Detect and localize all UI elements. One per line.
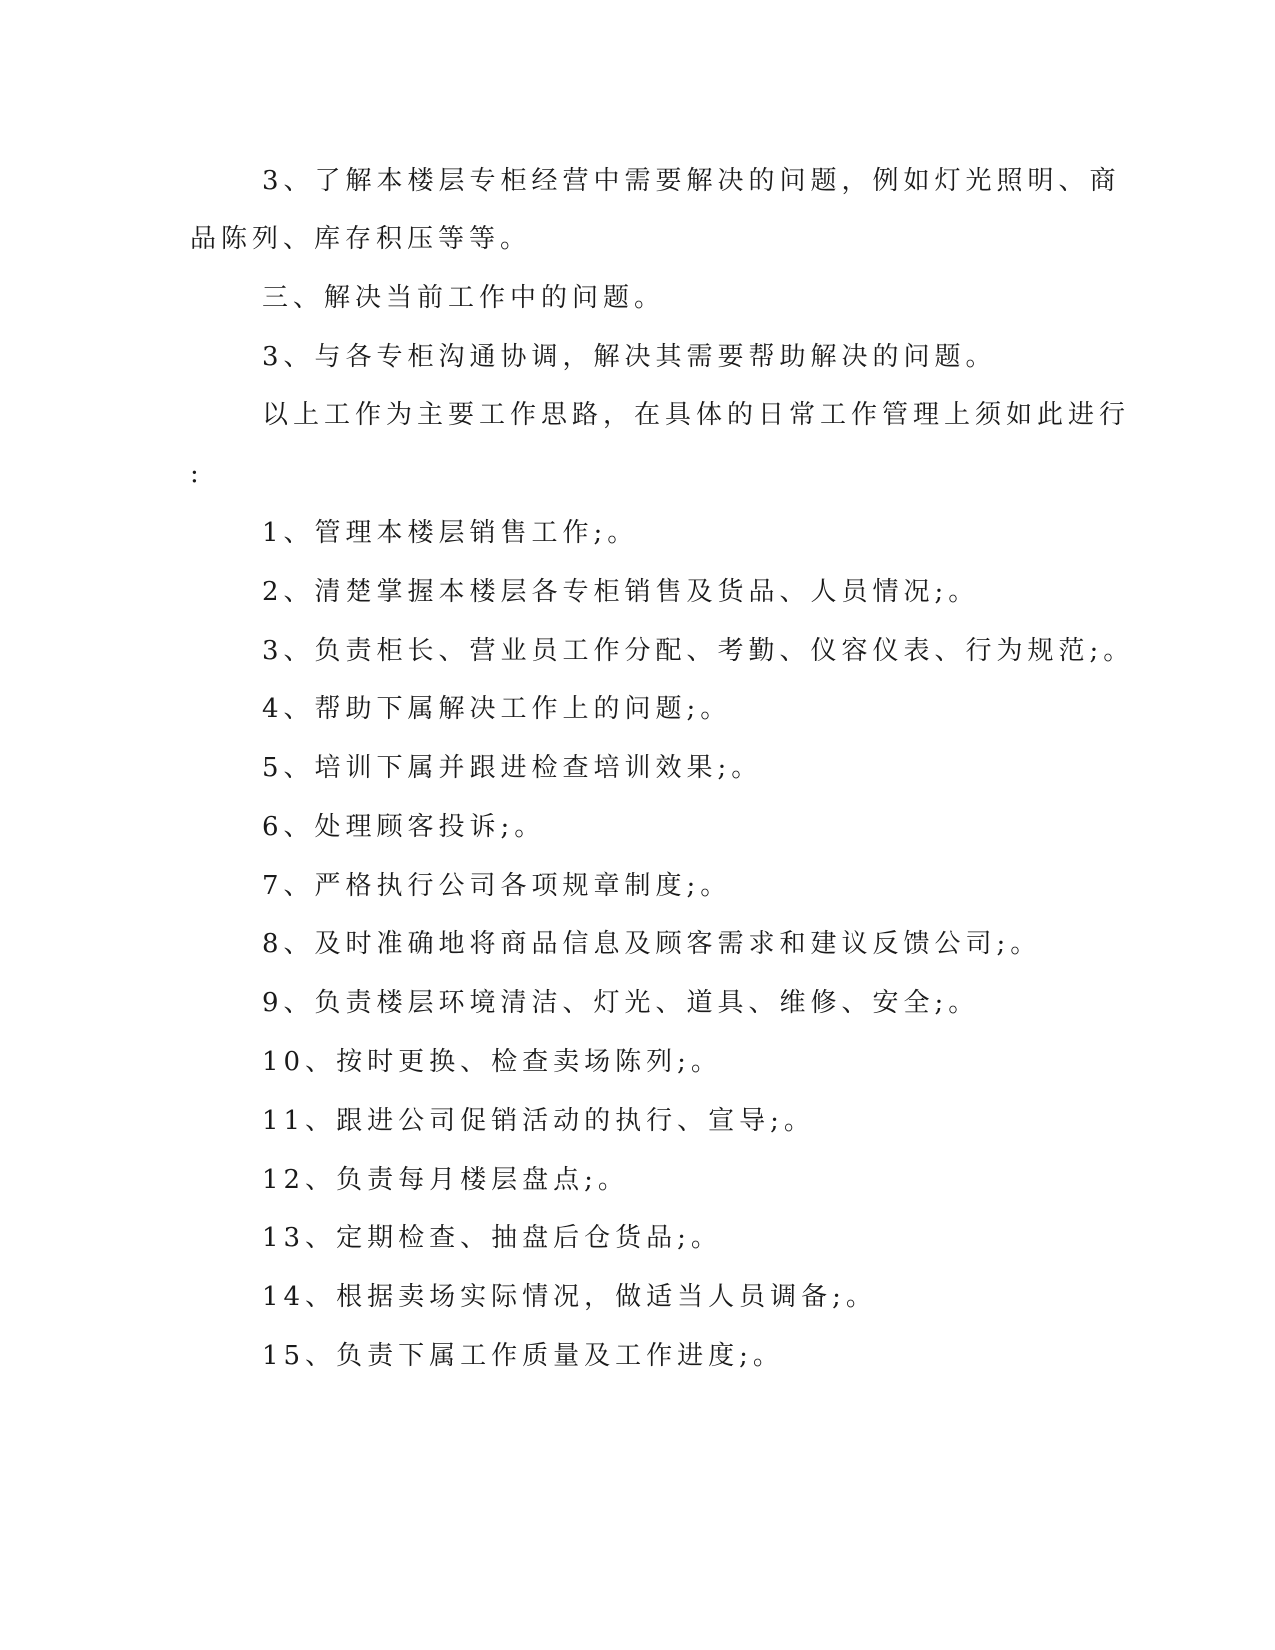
duty-item: 12、负责每月楼层盘点;。 [262,1165,629,1195]
paragraph-summary-line1: 以上工作为主要工作思路，在具体的日常工作管理上须如此进行 [262,400,1131,430]
duty-item: 10、按时更换、检查卖场陈列;。 [262,1047,722,1077]
duty-item: 1、管理本楼层销售工作;。 [262,518,639,548]
duty-item: 4、帮助下属解决工作上的问题;。 [262,694,732,724]
duty-item: 15、负责下属工作质量及工作进度;。 [262,1341,784,1371]
duty-item: 5、培训下属并跟进检查培训效果;。 [262,753,763,783]
duty-item: 7、严格执行公司各项规章制度;。 [262,871,732,901]
duty-item: 9、负责楼层环境清洁、灯光、道具、维修、安全;。 [262,988,980,1018]
section-heading-3: 三、解决当前工作中的问题。 [262,283,666,313]
duty-item: 2、清楚掌握本楼层各专柜销售及货品、人员情况;。 [262,577,980,607]
paragraph-item3-line2: 品陈列、库存积压等等。 [190,224,532,254]
paragraph-summary-line2: : [190,459,204,489]
paragraph-section3-item3: 3、与各专柜沟通协调，解决其需要帮助解决的问题。 [262,342,997,372]
duty-item: 13、定期检查、抽盘后仓货品;。 [262,1223,722,1253]
duty-item: 11、跟进公司促销活动的执行、宣导;。 [262,1106,815,1136]
duty-item: 3、负责柜长、营业员工作分配、考勤、仪容仪表、行为规范;。 [262,636,1135,666]
duty-item: 6、处理顾客投诉;。 [262,812,546,842]
paragraph-item3-line1: 3、了解本楼层专柜经营中需要解决的问题，例如灯光照明、商 [262,166,1121,196]
duty-item: 8、及时准确地将商品信息及顾客需求和建议反馈公司;。 [262,929,1042,959]
duty-item: 14、根据卖场实际情况，做适当人员调备;。 [262,1282,877,1312]
